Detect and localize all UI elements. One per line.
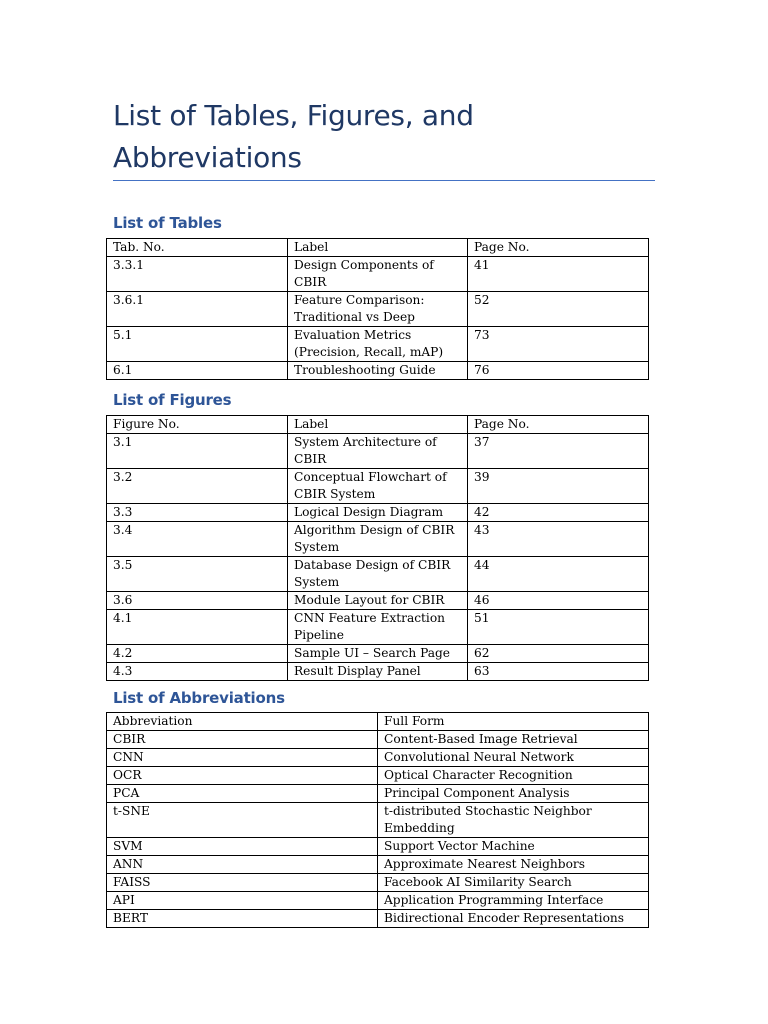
table-row: [107, 469, 649, 504]
full-form-cell: Bidirectional Encoder Representations: [378, 910, 649, 928]
table-row: [107, 327, 649, 362]
figure-label-cell: CNN Feature Extraction Pipeline: [288, 610, 468, 645]
table-row: [107, 838, 649, 856]
figure-number-cell: 4.1: [107, 610, 288, 645]
abbreviation-cell: API: [107, 892, 378, 910]
table-number-cell: 6.1: [107, 362, 288, 380]
abbreviations-table: [106, 712, 649, 928]
header-cell: Label: [288, 239, 468, 257]
table-row: [107, 663, 649, 681]
figures-table: [106, 415, 649, 681]
table-row: [107, 645, 649, 663]
header-cell: Abbreviation: [107, 713, 378, 731]
figure-page-cell: 62: [468, 645, 649, 663]
table-row: [107, 892, 649, 910]
header-cell: Tab. No.: [107, 239, 288, 257]
full-form-cell: Support Vector Machine: [378, 838, 649, 856]
table-page-cell: 73: [468, 327, 649, 362]
abbreviation-cell: SVM: [107, 838, 378, 856]
title-line-2: Abbreviations: [113, 141, 302, 174]
figures-heading: List of Figures: [113, 391, 232, 409]
table-number-cell: 5.1: [107, 327, 288, 362]
table-row: [107, 504, 649, 522]
figure-number-cell: 3.3: [107, 504, 288, 522]
table-row: [107, 910, 649, 928]
header-cell: Figure No.: [107, 416, 288, 434]
table-row: [107, 803, 649, 838]
table-row: [107, 610, 649, 645]
full-form-cell: Content-Based Image Retrieval: [378, 731, 649, 749]
tables-heading: List of Tables: [113, 214, 222, 232]
figure-page-cell: 39: [468, 469, 649, 504]
table-header-row: [107, 713, 649, 731]
table-page-cell: 76: [468, 362, 649, 380]
figure-number-cell: 3.6: [107, 592, 288, 610]
abbreviation-cell: ANN: [107, 856, 378, 874]
figure-number-cell: 3.4: [107, 522, 288, 557]
full-form-cell: Principal Component Analysis: [378, 785, 649, 803]
figure-page-cell: 51: [468, 610, 649, 645]
full-form-cell: Facebook AI Similarity Search: [378, 874, 649, 892]
table-row: [107, 362, 649, 380]
table-page-cell: 52: [468, 292, 649, 327]
figure-label-cell: Sample UI – Search Page: [288, 645, 468, 663]
figure-number-cell: 4.2: [107, 645, 288, 663]
table-header-row: [107, 239, 649, 257]
full-form-cell: Approximate Nearest Neighbors: [378, 856, 649, 874]
table-header-row: [107, 416, 649, 434]
figure-label-cell: Conceptual Flowchart of CBIR System: [288, 469, 468, 504]
table-row: [107, 731, 649, 749]
abbreviation-cell: CBIR: [107, 731, 378, 749]
figure-label-cell: Database Design of CBIR System: [288, 557, 468, 592]
figure-page-cell: 42: [468, 504, 649, 522]
header-cell: Page No.: [468, 239, 649, 257]
full-form-cell: Optical Character Recognition: [378, 767, 649, 785]
table-row: [107, 856, 649, 874]
figure-page-cell: 43: [468, 522, 649, 557]
table-label-cell: Feature Comparison: Traditional vs Deep: [288, 292, 468, 327]
page-title: [113, 95, 653, 179]
header-cell: Label: [288, 416, 468, 434]
abbreviations-heading: List of Abbreviations: [113, 689, 285, 707]
title-line-1: List of Tables, Figures, and: [113, 99, 474, 132]
table-row: [107, 874, 649, 892]
abbreviation-cell: OCR: [107, 767, 378, 785]
figure-number-cell: 3.1: [107, 434, 288, 469]
table-row: [107, 557, 649, 592]
figure-label-cell: Algorithm Design of CBIR System: [288, 522, 468, 557]
abbreviation-cell: BERT: [107, 910, 378, 928]
figure-label-cell: System Architecture of CBIR: [288, 434, 468, 469]
figure-page-cell: 37: [468, 434, 649, 469]
table-label-cell: Design Components of CBIR: [288, 257, 468, 292]
figure-number-cell: 3.5: [107, 557, 288, 592]
table-row: [107, 522, 649, 557]
full-form-cell: Application Programming Interface: [378, 892, 649, 910]
figure-page-cell: 44: [468, 557, 649, 592]
figure-number-cell: 3.2: [107, 469, 288, 504]
figure-label-cell: Result Display Panel: [288, 663, 468, 681]
header-cell: Page No.: [468, 416, 649, 434]
table-row: [107, 767, 649, 785]
figure-page-cell: 63: [468, 663, 649, 681]
table-row: [107, 292, 649, 327]
figure-page-cell: 46: [468, 592, 649, 610]
table-row: [107, 785, 649, 803]
table-label-cell: Troubleshooting Guide: [288, 362, 468, 380]
table-number-cell: 3.6.1: [107, 292, 288, 327]
table-row: [107, 434, 649, 469]
table-page-cell: 41: [468, 257, 649, 292]
title-divider: [113, 180, 655, 181]
header-cell: Full Form: [378, 713, 649, 731]
table-number-cell: 3.3.1: [107, 257, 288, 292]
table-label-cell: Evaluation Metrics (Precision, Recall, mAP): [288, 327, 468, 362]
table-row: [107, 592, 649, 610]
table-row: [107, 749, 649, 767]
abbreviation-cell: t-SNE: [107, 803, 378, 838]
figure-number-cell: 4.3: [107, 663, 288, 681]
figure-label-cell: Logical Design Diagram: [288, 504, 468, 522]
abbreviation-cell: CNN: [107, 749, 378, 767]
table-row: [107, 257, 649, 292]
abbreviation-cell: PCA: [107, 785, 378, 803]
abbreviation-cell: FAISS: [107, 874, 378, 892]
figure-label-cell: Module Layout for CBIR: [288, 592, 468, 610]
full-form-cell: Convolutional Neural Network: [378, 749, 649, 767]
full-form-cell: t-distributed Stochastic Neighbor Embedding: [378, 803, 649, 838]
tables-table: [106, 238, 649, 380]
